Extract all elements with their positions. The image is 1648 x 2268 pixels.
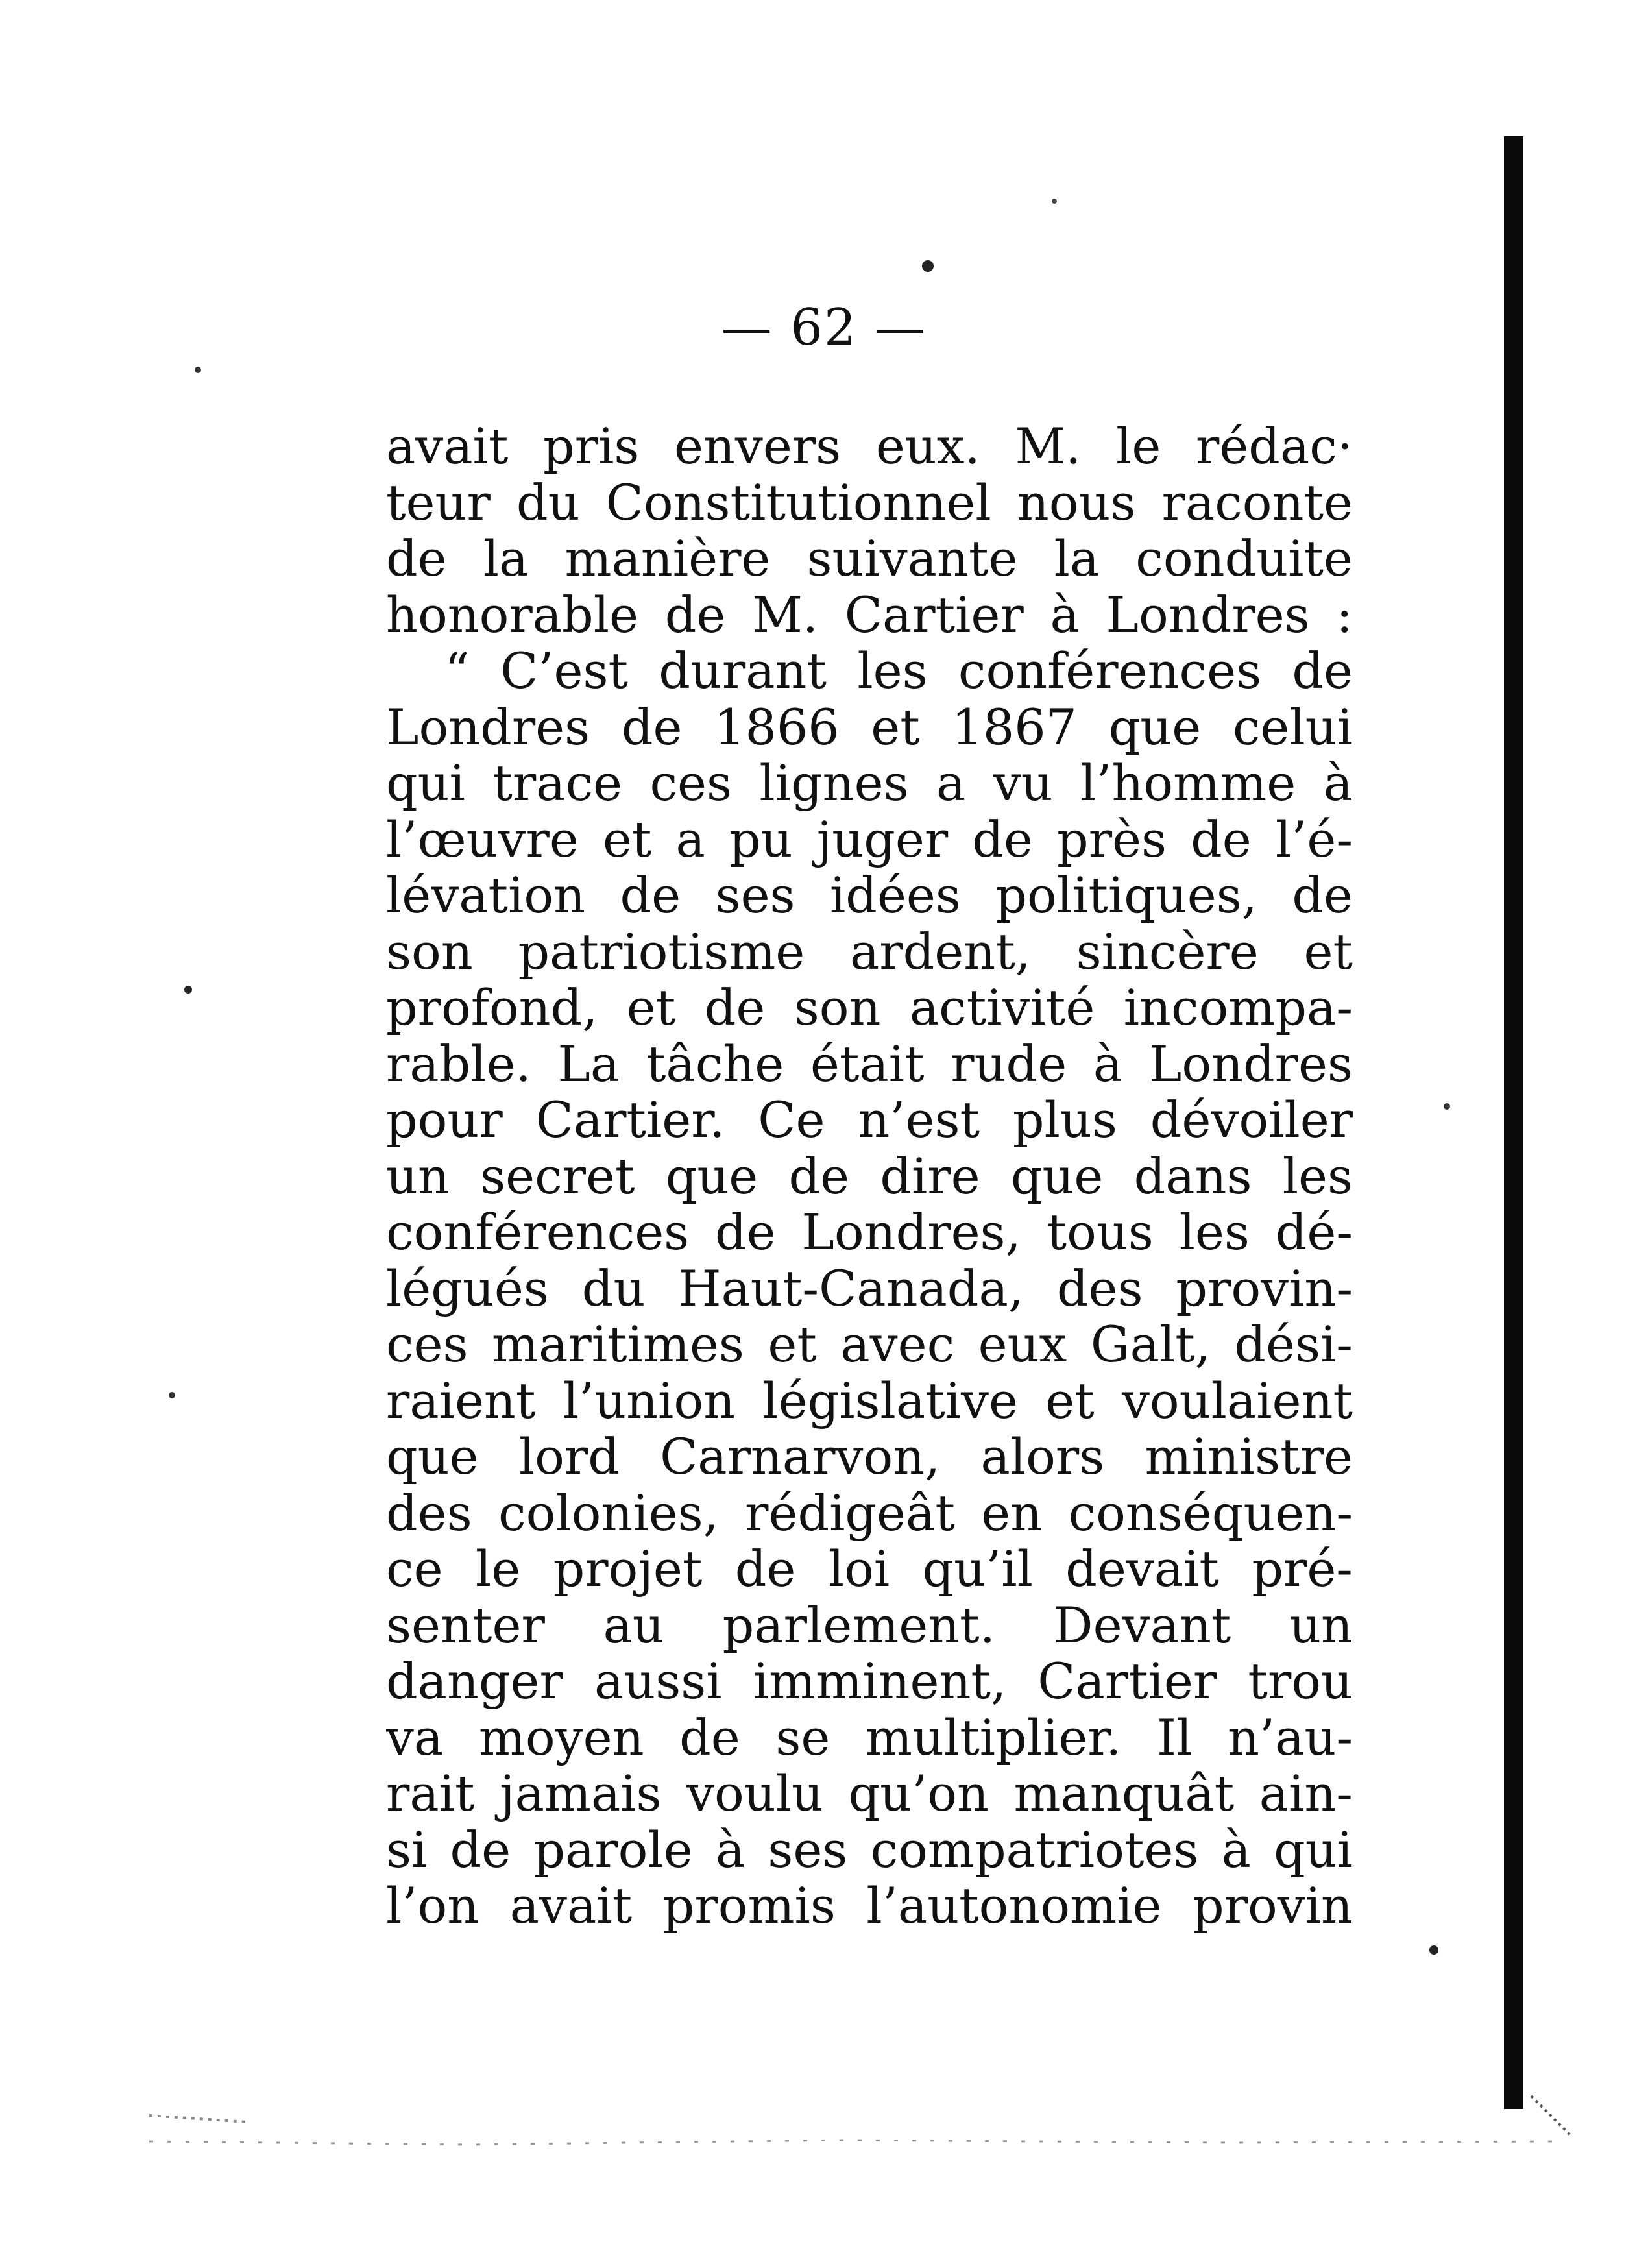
text-line: Londres de 1866 et 1867 que celui: [386, 699, 1353, 755]
text-line: l’œuvre et a pu juger de près de l’é-: [386, 811, 1353, 868]
text-line: ce le projet de loi qu’il devait pré-: [386, 1541, 1353, 1598]
text-line: qui trace ces lignes a vu l’homme à: [386, 755, 1353, 812]
text-line: honorable de M. Cartier à Londres :: [386, 587, 1353, 643]
text-line: si de parole à ses compatriotes à qui: [386, 1822, 1353, 1878]
text-line: que lord Carnarvon, alors ministre: [386, 1429, 1353, 1485]
text-line: un secret que de dire que dans les: [386, 1148, 1353, 1204]
text-line: de la manière suivante la conduite: [386, 531, 1353, 587]
text-line: “ C’est durant les conférences de: [444, 643, 1353, 700]
text-line: l’on avait promis l’autonomie provin: [386, 1878, 1353, 1934]
binding-edge: [1504, 136, 1523, 2109]
text-line: va moyen de se multiplier. Il n’au-: [386, 1709, 1353, 1766]
page-number: — 62 —: [721, 299, 927, 357]
text-line: pour Cartier. Ce n’est plus dévoiler: [386, 1092, 1353, 1149]
text-line: lévation de ses idées politiques, de: [386, 868, 1353, 924]
text-line: son patriotisme ardent, sincère et: [386, 923, 1353, 980]
text-line: profond, et de son activité incompa-: [386, 980, 1353, 1036]
text-line: avait pris envers eux. M. le rédac·: [386, 419, 1353, 475]
text-line: rait jamais voulu qu’on manquât ain-: [386, 1766, 1353, 1822]
text-line: danger aussi imminent, Cartier trou: [386, 1653, 1353, 1710]
text-line: conférences de Londres, tous les dé-: [386, 1204, 1353, 1261]
text-line: raient l’union législative et voulaient: [386, 1372, 1353, 1429]
text-line: légués du Haut-Canada, des provin-: [386, 1260, 1353, 1317]
text-line: ces maritimes et avec eux Galt, dési-: [386, 1317, 1353, 1373]
text-line: teur du Constitutionnel nous raconte: [386, 474, 1353, 531]
text-line: senter au parlement. Devant un: [386, 1597, 1353, 1653]
text-line: des colonies, rédigeât en conséquen-: [386, 1485, 1353, 1541]
body-text: [386, 419, 1353, 1934]
text-line: rable. La tâche était rude à Londres: [386, 1036, 1353, 1092]
